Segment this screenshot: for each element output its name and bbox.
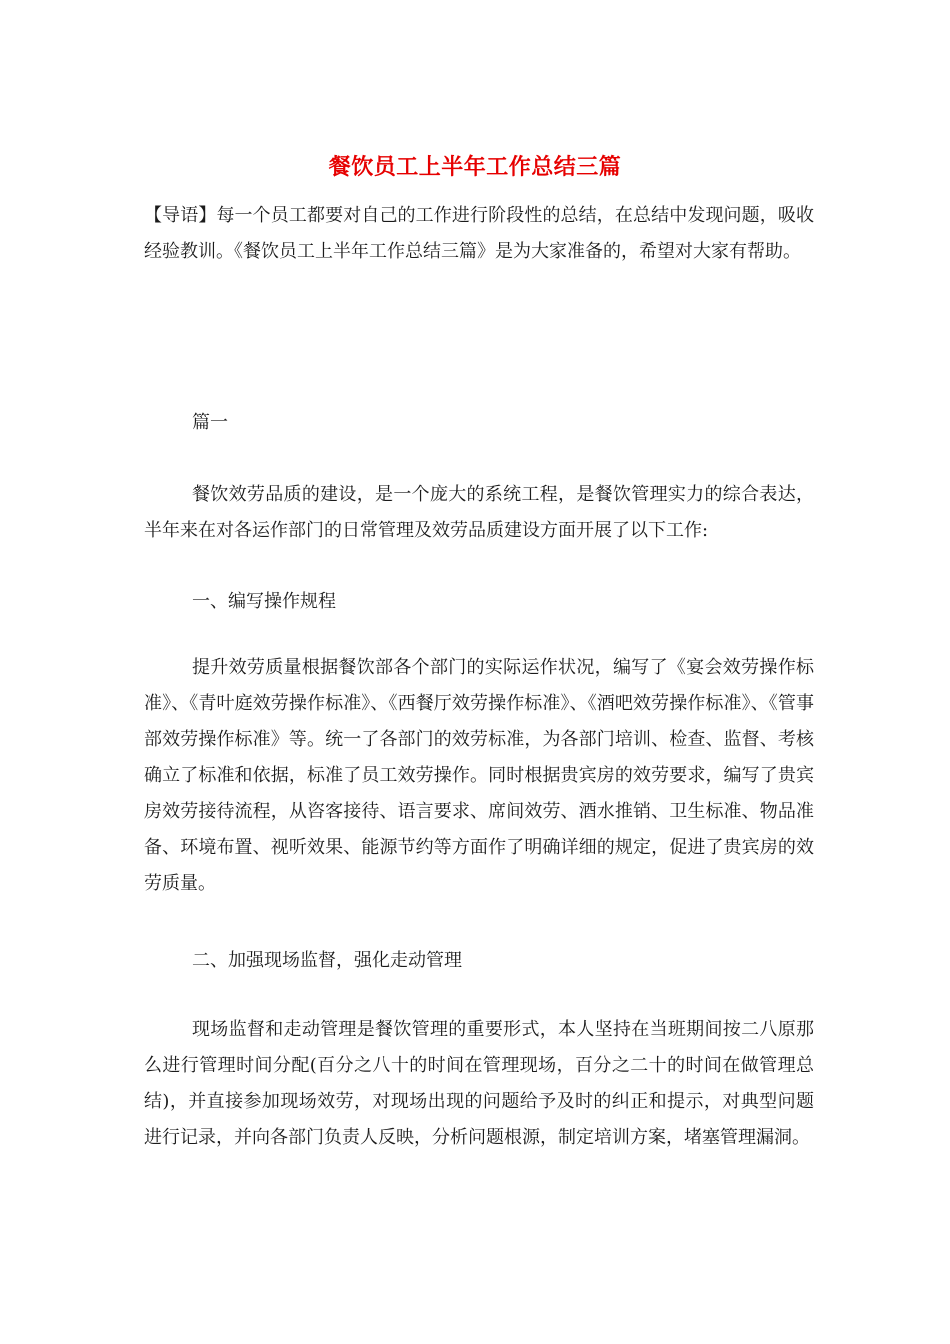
part-label: 篇一 — [192, 412, 228, 433]
paragraph-3: 现场监督和走动管理是餐饮管理的重要形式，本人坚持在当班期间按二八原那么进行管理时间分配(百分之八十的时间在管理现场，百分之二十的时间在做管理总结)，并直接参加现场效劳，对现场出现的问题给予及时的纠正和提示，对典型问题进行记录，并向各部门负责人反映，分析问题根源，制定培训方案，堵塞管理漏洞。 — [144, 1019, 814, 1148]
section-heading-1: 一、编写操作规程 — [192, 591, 336, 612]
paragraph-2: 提升效劳质量根据餐饮部各个部门的实际运作状况，编写了《宴会效劳操作标准》、《青叶庭效劳操作标准》、《西餐厅效劳操作标准》、《酒吧效劳操作标准》、《管事部效劳操作标准》等。统一了各部门的效劳标准，为各部门培训、检查、监督、考核确立了标准和依据，标准了员工效劳操作。同时根据贵宾房的效劳要求，编写了贵宾房效劳接待流程，从咨客接待、语言要求、席间效劳、酒水推销、卫生标准、物品准备、环境布置、视听效果、能源节约等方面作了明确详细的规定，促进了贵宾房的效劳质量。 — [144, 657, 814, 894]
section-heading-2: 二、加强现场监督，强化走动管理 — [192, 950, 462, 971]
paragraph-1: 餐饮效劳品质的建设，是一个庞大的系统工程，是餐饮管理实力的综合表达，半年来在对各运作部门的日常管理及效劳品质建设方面开展了以下工作: — [144, 484, 814, 541]
document-title: 餐饮员工上半年工作总结三篇 — [328, 154, 622, 180]
intro-paragraph: 【导语】每一个员工都要对自己的工作进行阶段性的总结，在总结中发现问题，吸收经验教训。《餐饮员工上半年工作总结三篇》是为大家准备的，希望对大家有帮助。 — [144, 205, 814, 262]
